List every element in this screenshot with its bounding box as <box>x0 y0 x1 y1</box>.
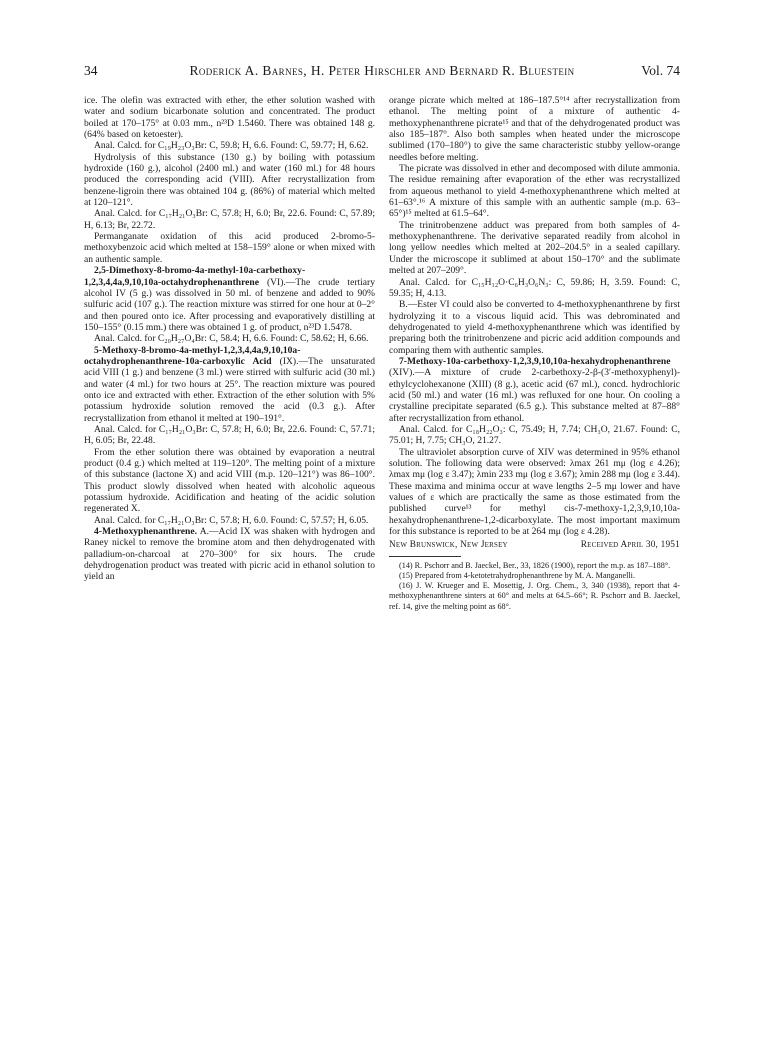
paragraph-body: (XIV).—A mixture of crude 2-carbethoxy-2-β-(3′-methoxyphenyl)-ethylcyclohexanone (XIII) (8 g.), acetic acid (67 ml.), concd. hydrochloric acid (50 ml.) and water (16 ml.) was refluxed for one hour. On cooling a crystalline precipitate separated (6.5 g.). This substance melted at 87–88° after recrystallization from ethanol. <box>389 367 680 424</box>
signature-line <box>389 540 680 551</box>
paragraph <box>84 345 375 424</box>
header-volume: Vol. 74 <box>641 63 680 78</box>
compound-heading: 5-Methoxy-8-bromo-4a-methyl-1,2,3,4,4a,9,10,10a-octahydrophenanthrene-10a-carboxylic Acid <box>84 344 301 367</box>
analysis-paragraph: Anal. Calcd. for C₁₇H₂₁O₃Br: C, 57.8; H, 6.0. Found: C, 57.57; H, 6.05. <box>94 514 369 526</box>
paragraph: From the ether solution there was obtained by evaporation a neutral product (0.4 g.) which melted at 119–120°. The melting point of a mixture of this substance (lactone X) and acid VIII (m.p. 120–121°) was 86–100°. This product slowly dissolved when heated with alcoholic aqueous potassium hydroxide. Acidification and heating of the acidic solution regenerated X. <box>84 446 375 515</box>
page-number: 34 <box>84 63 98 78</box>
analysis-paragraph: Anal. Calcd. for C₁₇H₂₁O₃Br: C, 57.8; H, 6.0; Br, 22.6. Found: C, 57.89; H, 6.13; Br, 22.72. <box>84 208 375 231</box>
compound-heading: 4-Methoxyphenanthrene. <box>94 526 197 538</box>
right-column <box>389 95 680 612</box>
compound-heading: 7-Methoxy-10a-carbethoxy-1,2,3,9,10,10a-hexahydrophenanthrene <box>399 355 671 367</box>
analysis-paragraph: Anal. Calcd. for C₁₉H₂₃O₃Br: C, 59.8; H, 6.6. Found: C, 59.77; H, 6.62. <box>94 140 369 152</box>
footnote: (16) J. W. Krueger and E. Mosettig, J. Org. Chem., 3, 340 (1938), report that 4-methoxyphenanthrene sinters at 60° and melts at 64.5–66°; R. Pschorr and B. Jaeckel, ref. 14, give the melting point as 68°. <box>389 581 680 611</box>
footnote: (15) Prepared from 4-ketotetrahydrophenanthrene by M. A. Manganelli. <box>399 570 635 580</box>
paragraph-body: A.—Acid IX was shaken with hydrogen and Raney nickel to remove the bromine atom and then dehydrogenated with palladium-on-charcoal at 270–300° for six hours. The crude dehydrogenation product was treated with picric acid in ethanol solution to yield an <box>84 526 375 583</box>
received-date: Received April 30, 1951 <box>580 540 680 551</box>
paragraph: The picrate was dissolved in ether and decomposed with dilute ammonia. The residue remaining after evaporation of the ether was recrystallized from aqueous methanol to yield 4-methoxyphenanthrene which melted at 61–63°.¹⁶ A mixture of this sample with an authentic sample (m.p. 63–65°)¹⁵ melted at 61.5–64°. <box>389 163 680 220</box>
analysis-paragraph: Anal. Calcd. for C₁₅H₁₂O·C₆H₃O₆N₃: C, 59.86; H, 3.59. Found: C, 59.35; H, 4.13. <box>389 276 680 299</box>
paragraph <box>84 265 375 333</box>
paragraph-body: (VI).—The crude tertiary alcohol IV (5 g.) was dissolved in 50 ml. of benzene and added to 90% sulfuric acid (107 g.). The reaction mixture was stirred for one hour at 0–2° and then poured onto ice. After processing and evaporatively distilling at 150–155° (0.15 mm.) there was obtained 1 g. of product, n²³D 1.5478. <box>84 276 376 333</box>
paragraph <box>84 526 375 583</box>
analysis-paragraph: Anal. Calcd. for C₂₀H₂₇O₄Br: C, 58.4; H, 6.6. Found: C, 58.62; H, 6.66. <box>94 333 369 345</box>
paragraph: ice. The olefin was extracted with ether, the ether solution washed with water and sodium bicarbonate solution and concentrated. The product boiled at 170–175° at 0.03 mm., n²³D 1.5460. There was obtained 148 g. (64% based on ketoester). <box>84 95 375 141</box>
compound-heading: 2,5-Dimethoxy-8-bromo-4a-methyl-10a-carbethoxy-1,2,3,4,4a,9,10,10a-octahydrophenanthrene <box>84 265 306 288</box>
paragraph: The trinitrobenzene adduct was prepared from both samples of 4-methoxyphenanthrene. The derivative separated readily from alcohol in long yellow needles which melted at 202–204.5° in a sealed capillary. Under the microscope it sublimed at about 150–170° and the sublimate melted at 207–209°. <box>389 219 680 277</box>
paragraph: Permanganate oxidation of this acid produced 2-bromo-5-methoxybenzoic acid which melted at 158–159° alone or when mixed with an authentic sample. <box>84 231 375 265</box>
paragraph: Hydrolysis of this substance (130 g.) by boiling with potassium hydroxide (160 g.), alcohol (2400 ml.) and water (160 ml.) for 48 hours produced the corresponding acid (VIII). After recrystallization from benzene-ligroin there was obtained 104 g. (86%) of material which melted at 120–121°. <box>84 151 375 209</box>
signature-place: New Brunswick, New Jersey <box>389 540 508 551</box>
left-column <box>84 95 375 583</box>
paragraph: The ultraviolet absorption curve of XIV was determined in 95% ethanol solution. The following data were observed: λmax 261 mμ (log ε 4.26); λmax mμ (log ε 3.47); λmin 233 mμ (log ε 3.67); λmin 288 mμ (log ε 3.44). These maxima and minima occur at wave lengths 2–5 mμ lower and have values of ε which are practically the same as those estimated from the published curve¹³ for methyl cis-7-methoxy-1,2,3,9,10,10a-hexahydrophenanthrene-1,2-dicarboxylate. The most important maximum for this substance is reported to be at 264 mμ (log ε 4.28). <box>389 446 680 538</box>
paragraph: B.—Ester VI could also be converted to 4-methoxyphenanthrene by first hydrolyzing it to a viscous liquid acid. This was debrominated and dehydrogenated to yield 4-methoxyphenanthrene which was identified by preparing both the trinitrobenzene and picric acid addition compounds and comparing them with authentic samples. <box>389 299 680 356</box>
paragraph <box>389 356 680 424</box>
paragraph: orange picrate which melted at 186–187.5°¹⁴ after recrystallization from ethanol. The melting point of a mixture of authentic 4-methoxyphenanthrene picrate¹⁵ and that of the dehydrogenated product was also 185–187°. Also both samples when heated under the microscope sublimed (170–180°) to give the same characteristic stubby yellow-orange needles before melting. <box>389 95 680 163</box>
header-authors: Roderick A. Barnes, H. Peter Hirschler and Bernard R. Bluestein <box>189 63 575 78</box>
footnote: (14) R. Pschorr and B. Jaeckel, Ber., 33, 1826 (1900), report the m.p. as 187–188°. <box>399 560 671 570</box>
footnote-rule <box>389 556 461 557</box>
analysis-paragraph: Anal. Calcd. for C₁₈H₂₂O₃: C, 75.49; H, 7.74; CH₃O, 21.67. Found: C, 75.01; H, 7.75; CH₃O, 21.27. <box>389 423 680 447</box>
running-header <box>84 62 680 80</box>
paragraph-body: (IX).—The unsaturated acid VIII (1 g.) and benzene (3 ml.) were stirred with sulfuric acid (30 ml.) and water (4 ml.) for two hours at 25°. The reaction mixture was poured onto ice and extracted with ether. Extraction of the ether solution with 5% potassium hydroxide solution removed the acid (0.3 g.). After recrystallization from ethanol it melted at 190–191°. <box>84 355 375 424</box>
analysis-paragraph: Anal. Calcd. for C₁₇H₂₁O₃Br: C, 57.8; H, 6.0; Br, 22.6. Found: C, 57.71; H, 6.05; Br, 22.48. <box>84 423 375 447</box>
